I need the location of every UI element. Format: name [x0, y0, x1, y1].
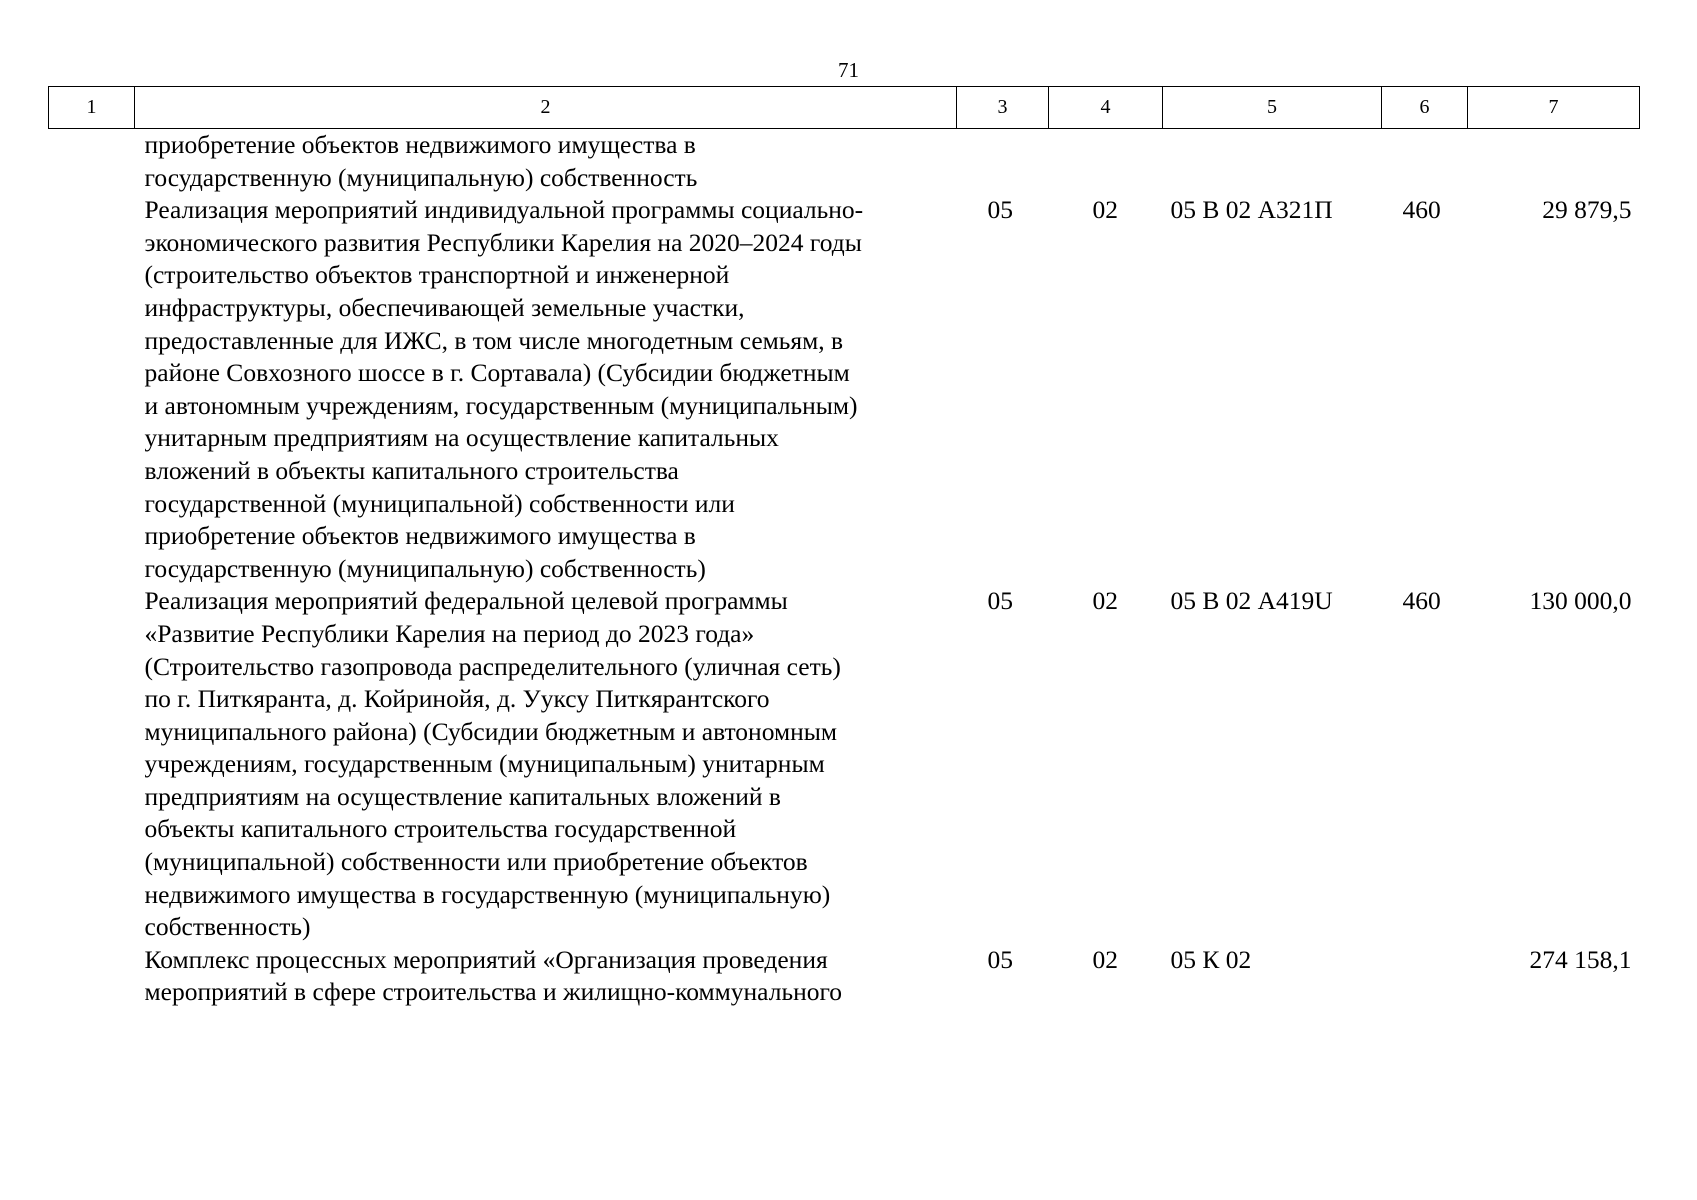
row-target-code	[1163, 129, 1382, 195]
header-col-4: 4	[1049, 87, 1163, 129]
row-expense-type	[1382, 129, 1468, 195]
row-expense-type: 460	[1402, 195, 1441, 225]
header-col-1: 1	[49, 87, 135, 129]
row-subsection: 02	[1092, 586, 1118, 616]
header-col-7: 7	[1468, 87, 1640, 129]
header-col-2: 2	[135, 87, 957, 129]
row-section	[957, 129, 1049, 195]
page-number: 71	[838, 58, 859, 82]
row-section: 05	[987, 944, 1013, 974]
row-description: Реализация мероприятий федеральной целевой программы «Развитие Республики Карелия на период до 2023 года» (Строительство газопровода распределительного (уличная сеть) по г. Питкяранта, д. Койринойя, д. Ууксу Питкярантского муниципального района) (Субсидии бюджетным и автономным учреждениям, государственным (муниципальным) унитарным предприятиям на осуществление капитальных вложений в объекты капитального строительства государственной (муниципальной) собственности или приобретение объектов недвижимого имущества в государственную (муниципальную) собственность)	[144, 586, 841, 942]
budget-table	[48, 86, 1640, 1009]
header-col-3: 3	[957, 87, 1049, 129]
row-amount: 29 879,5	[1542, 195, 1632, 225]
header-col-6: 6	[1382, 87, 1468, 129]
row-amount: 274 158,1	[1529, 944, 1632, 974]
row-expense-type	[1382, 944, 1468, 1009]
row-description: Реализация мероприятий индивидуальной программы социально- экономического развития Республики Карелия на 2020–2024 годы (строительство объектов транспортной и инженерной инфраструктуры, обеспечивающей земельные участки, предоставленные для ИЖС, в том числе многодетным семьям, в районе Совхозного шоссе в г. Сортавала) (Субсидии бюджетным и автономным учреждениям, государственным (муниципальным) унитарным предприятиям на осуществление капитальных вложений в объекты капитального строительства государственной (муниципальной) собственности или приобретение объектов недвижимого имущества в государственную (муниципальную) собственность)	[144, 195, 864, 583]
table-row	[49, 944, 1640, 1009]
row-subsection	[1049, 129, 1163, 195]
row-description: приобретение объектов недвижимого имущества в государственную (муниципальную) собственность	[144, 130, 698, 192]
row-subsection: 02	[1092, 944, 1118, 974]
row-expense-type: 460	[1402, 586, 1441, 616]
row-amount: 130 000,0	[1529, 586, 1632, 616]
row-target-code: 05 В 02 А419U	[1170, 586, 1333, 616]
table-row	[49, 585, 1640, 944]
row-section: 05	[987, 586, 1013, 616]
table-header-row	[49, 87, 1640, 129]
row-target-code: 05 В 02 А321П	[1170, 195, 1333, 225]
row-section: 05	[987, 195, 1013, 225]
row-target-code: 05 К 02	[1170, 944, 1252, 974]
header-col-5: 5	[1163, 87, 1382, 129]
row-description: Комплекс процессных мероприятий «Организация проведения мероприятий в сфере строительства и жилищно-коммунального	[144, 944, 843, 1007]
table-row	[49, 129, 1640, 195]
row-subsection: 02	[1092, 195, 1118, 225]
row-amount	[1468, 129, 1640, 195]
table-row	[49, 194, 1640, 585]
